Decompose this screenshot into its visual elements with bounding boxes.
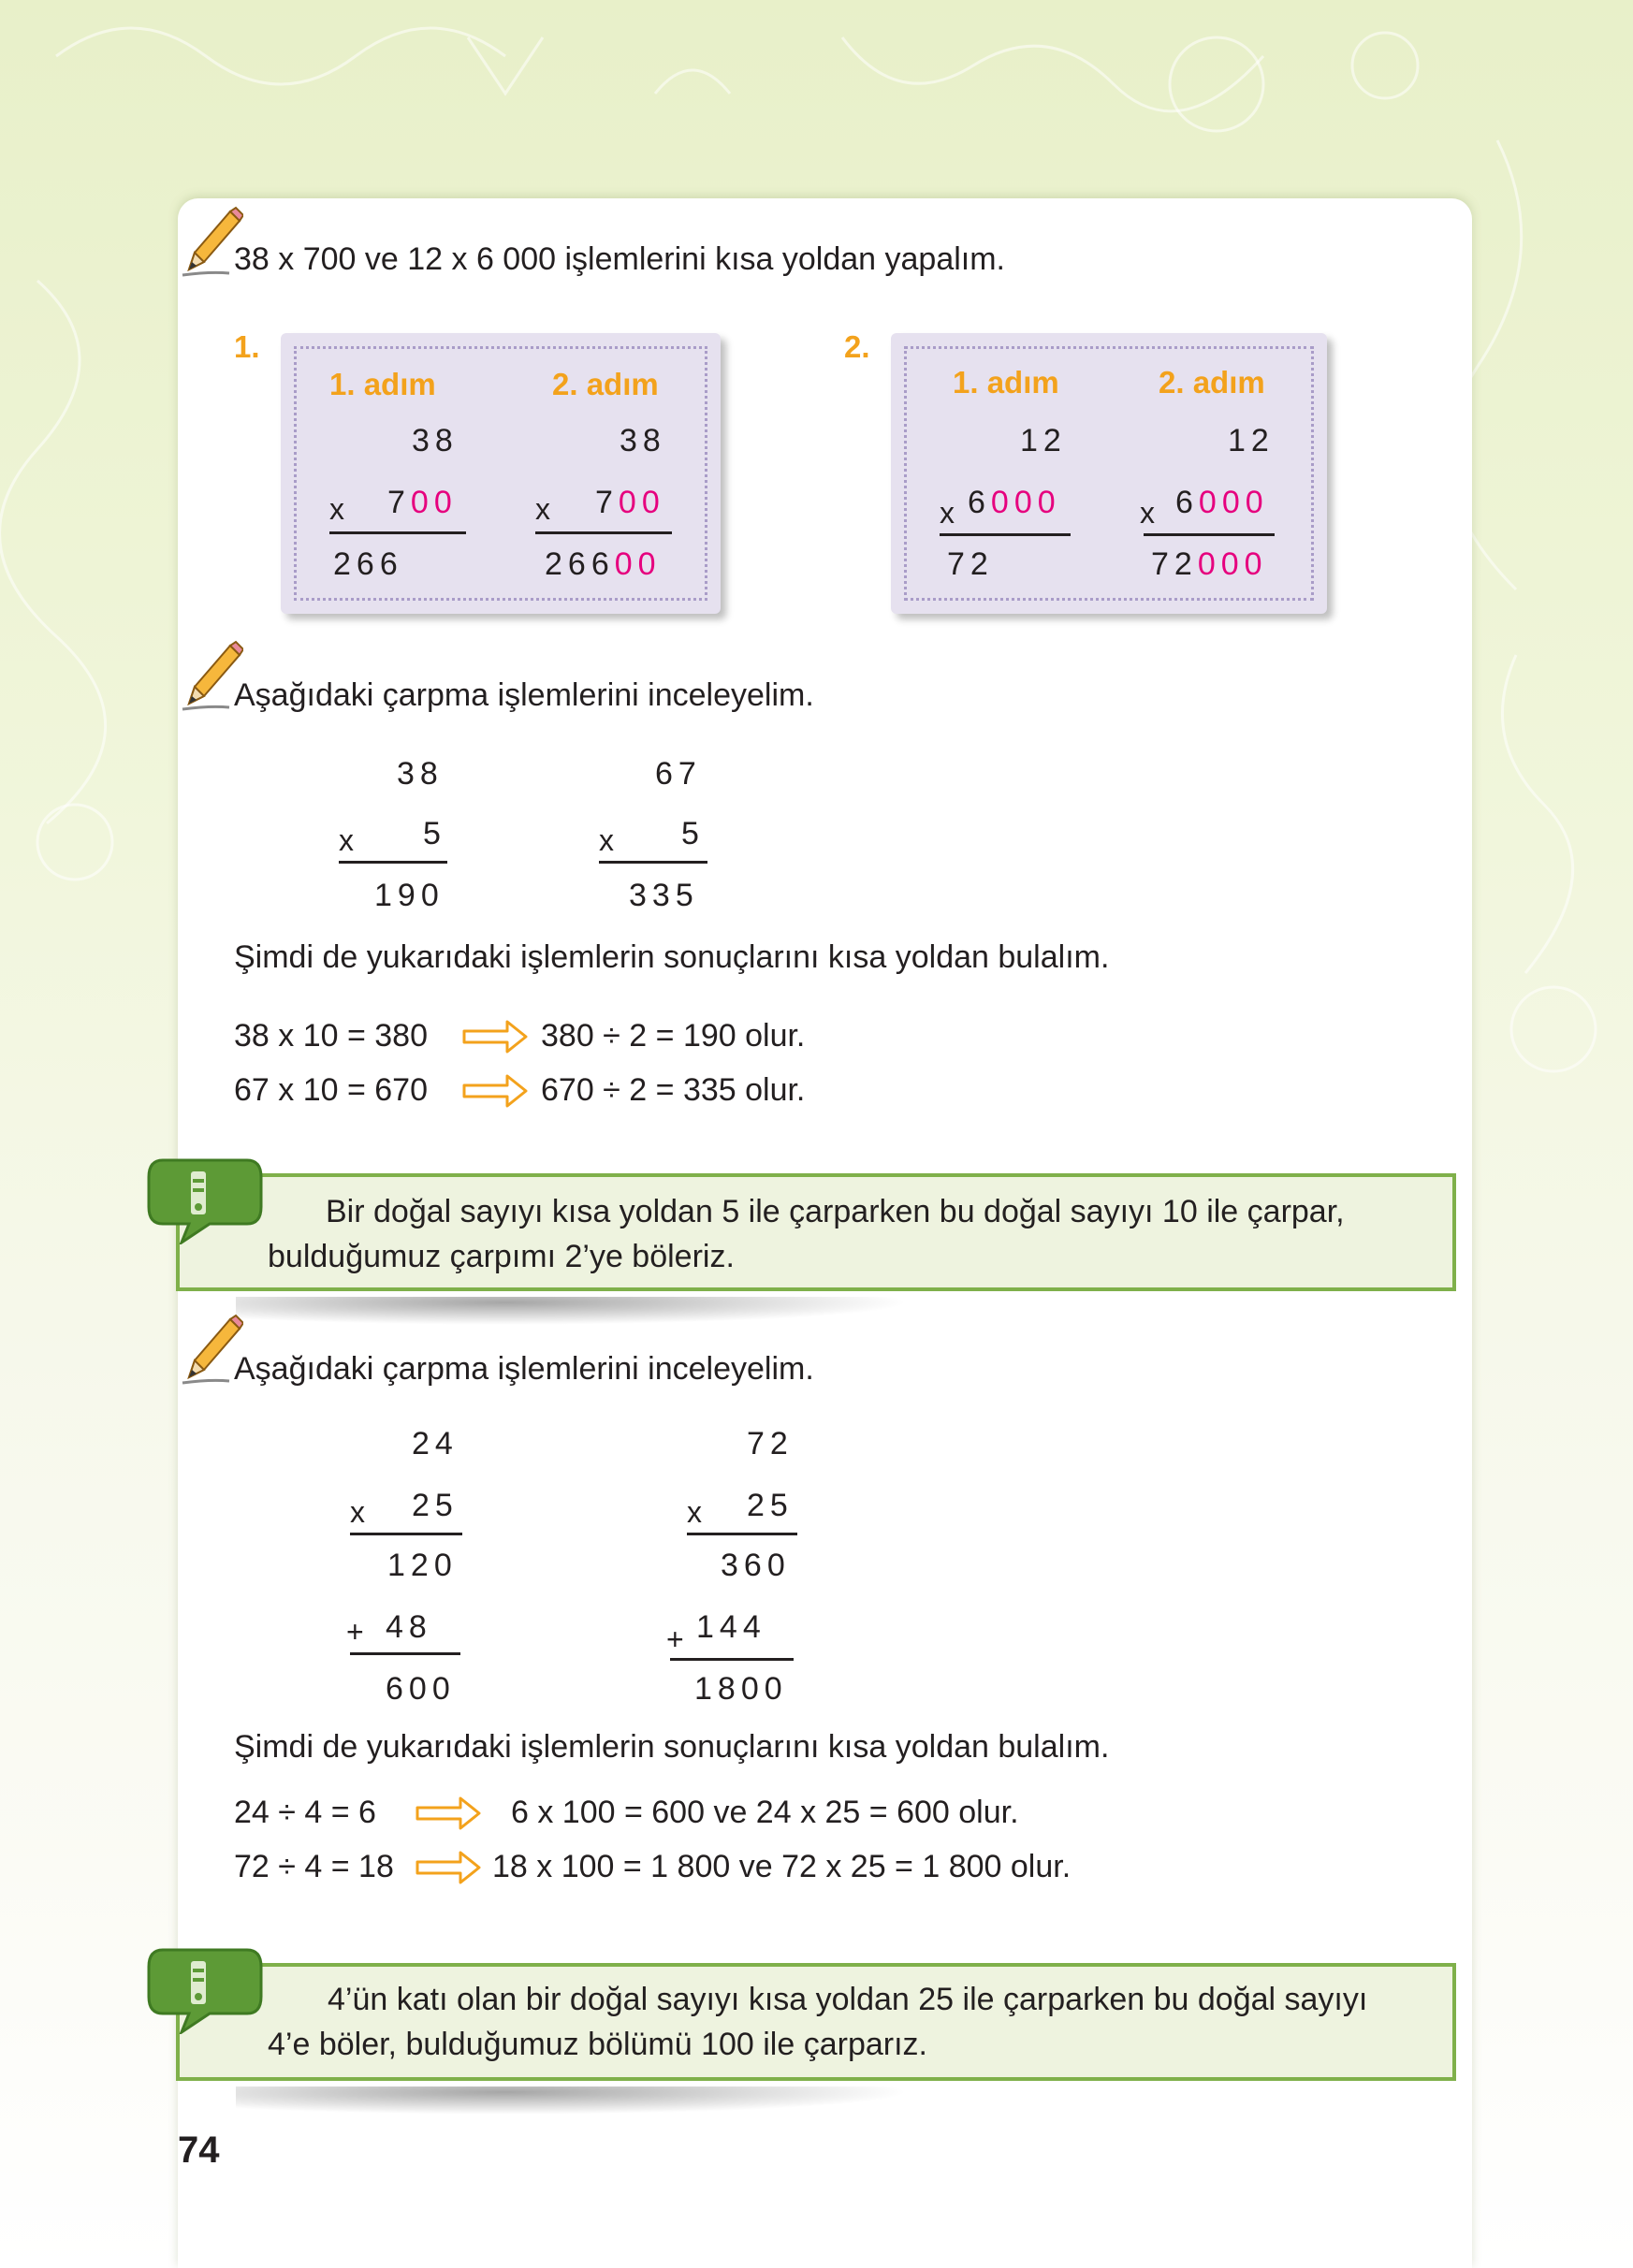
s2-line1-right: 380 ÷ 2 = 190 olur.: [541, 1018, 806, 1054]
s2-m2-line: [599, 861, 707, 864]
section2-shortcut-intro: Şimdi de yukarıdaki işlemlerin sonuçlarını kısa yoldan bulalım.: [234, 939, 1110, 975]
ex1-s2-line: [535, 531, 672, 534]
ex2-s2-result-b: 000: [1197, 546, 1268, 582]
section2-intro: Aşağıdaki çarpma işlemlerini inceleyelim.: [234, 677, 814, 713]
rule-note-box: [176, 1963, 1456, 2081]
s3-m1-line1: [350, 1533, 462, 1535]
s2-m1-result: 190: [374, 878, 445, 913]
ex2-s1-line: [940, 533, 1071, 536]
s3-m1-plus: +: [346, 1615, 364, 1649]
ex1-step2-title: 2. adım: [552, 367, 659, 401]
note1-line2: bulduğumuz çarpımı 2’ye böleriz.: [268, 1239, 735, 1274]
s2-m2-times: x: [599, 823, 614, 857]
ex1-s1-mult-a: 7: [387, 485, 411, 520]
ex1-s1-times: x: [329, 492, 344, 526]
ex1-s1-result: 266: [333, 546, 403, 582]
s3-m2-plus: +: [666, 1622, 684, 1656]
note1-line1: Bir doğal sayıyı kısa yoldan 5 ile çarparken bu doğal sayıyı 10 ile çarpar,: [326, 1194, 1345, 1229]
s2-line1-left: 38 x 10 = 380: [234, 1018, 429, 1054]
ex2-step1-title: 1. adım: [953, 365, 1059, 400]
ex2-s2-mult-a: 6: [1175, 485, 1199, 520]
s3-line1-left: 24 ÷ 4 = 6: [234, 1795, 376, 1830]
s3-m2-partial1: 360: [721, 1548, 791, 1583]
s3-m2-times: x: [687, 1495, 702, 1529]
arrow-right-icon: [462, 1072, 528, 1110]
s3-m1-line2: [350, 1652, 460, 1655]
ex2-s2-line: [1144, 533, 1275, 536]
s3-line2-right: 18 x 100 = 1 800 ve 72 x 25 = 1 800 olur.: [492, 1849, 1072, 1884]
s3-line2-left: 72 ÷ 4 = 18: [234, 1849, 394, 1884]
ex2-s1-times: x: [940, 496, 955, 530]
s3-m2-mult: 25: [747, 1488, 794, 1523]
ex1-s2-times: x: [535, 492, 550, 526]
example1-label: 1.: [234, 329, 260, 364]
ex1-s2-top: 38: [620, 423, 666, 458]
s2-line2-right: 670 ÷ 2 = 335 olur.: [541, 1072, 806, 1108]
ex2-step2-title: 2. adım: [1159, 365, 1265, 400]
s3-m2-line2: [670, 1658, 794, 1661]
ex2-s1-mult-b: 000: [990, 485, 1061, 520]
ex2-s1-top: 12: [1020, 423, 1067, 458]
s3-m2-top: 72: [747, 1426, 794, 1461]
s2-m2-result: 335: [629, 878, 699, 913]
note-bubble-icon: [144, 1151, 266, 1244]
arrow-right-icon: [416, 1849, 481, 1886]
s2-m1-mult: 5: [423, 816, 446, 851]
s3-m1-partial2: 48: [386, 1609, 432, 1645]
ex2-s1-result: 72: [947, 546, 994, 582]
ex1-s2-result-b: 00: [614, 546, 662, 582]
ex1-s1-mult-b: 00: [410, 485, 458, 520]
s3-m2-line1: [687, 1533, 797, 1535]
section3-shortcut-intro: Şimdi de yukarıdaki işlemlerin sonuçlarını kısa yoldan bulalım.: [234, 1729, 1110, 1765]
example2-label: 2.: [844, 329, 870, 364]
note2-line2: 4’e böler, bulduğumuz bölümü 100 ile çarparız.: [268, 2027, 927, 2062]
s3-m1-times: x: [350, 1495, 365, 1529]
section3-intro: Aşağıdaki çarpma işlemlerini inceleyelim.: [234, 1351, 814, 1387]
ex2-s2-times: x: [1140, 496, 1155, 530]
s3-m2-partial2: 144: [696, 1609, 766, 1645]
s2-m1-line: [339, 861, 447, 864]
note-bubble-icon: [144, 1941, 266, 2034]
arrow-right-icon: [462, 1018, 528, 1055]
ex1-step1-title: 1. adım: [329, 367, 436, 401]
s2-m2-mult: 5: [681, 816, 705, 851]
ex1-s2-mult-a: 7: [595, 485, 619, 520]
ex1-s2-mult-b: 00: [618, 485, 665, 520]
s3-line1-right: 6 x 100 = 600 ve 24 x 25 = 600 olur.: [511, 1795, 1019, 1830]
s2-m1-top: 38: [397, 756, 444, 792]
page-number: 74: [178, 2130, 220, 2171]
ex1-s1-line: [329, 531, 466, 534]
arrow-right-icon: [416, 1795, 481, 1832]
note2-line1: 4’ün katı olan bir doğal sayıyı kısa yoldan 25 ile çarparken bu doğal sayıyı: [328, 1982, 1368, 2017]
s3-m1-partial1: 120: [387, 1548, 458, 1583]
ex1-s1-top: 38: [412, 423, 459, 458]
ex2-s1-mult-a: 6: [968, 485, 991, 520]
s3-m2-result: 1800: [694, 1671, 788, 1707]
s3-m1-mult: 25: [412, 1488, 459, 1523]
s3-m1-top: 24: [412, 1426, 459, 1461]
ex2-s2-mult-b: 000: [1198, 485, 1269, 520]
s2-m1-times: x: [339, 823, 354, 857]
section1-intro: 38 x 700 ve 12 x 6 000 işlemlerini kısa yoldan yapalım.: [234, 241, 1006, 277]
ex2-s2-result-a: 72: [1151, 546, 1198, 582]
s2-line2-left: 67 x 10 = 670: [234, 1072, 429, 1108]
s2-m2-top: 67: [655, 756, 702, 792]
ex1-s2-result-a: 266: [545, 546, 615, 582]
ex2-s2-top: 12: [1228, 423, 1275, 458]
s3-m1-result: 600: [386, 1671, 456, 1707]
